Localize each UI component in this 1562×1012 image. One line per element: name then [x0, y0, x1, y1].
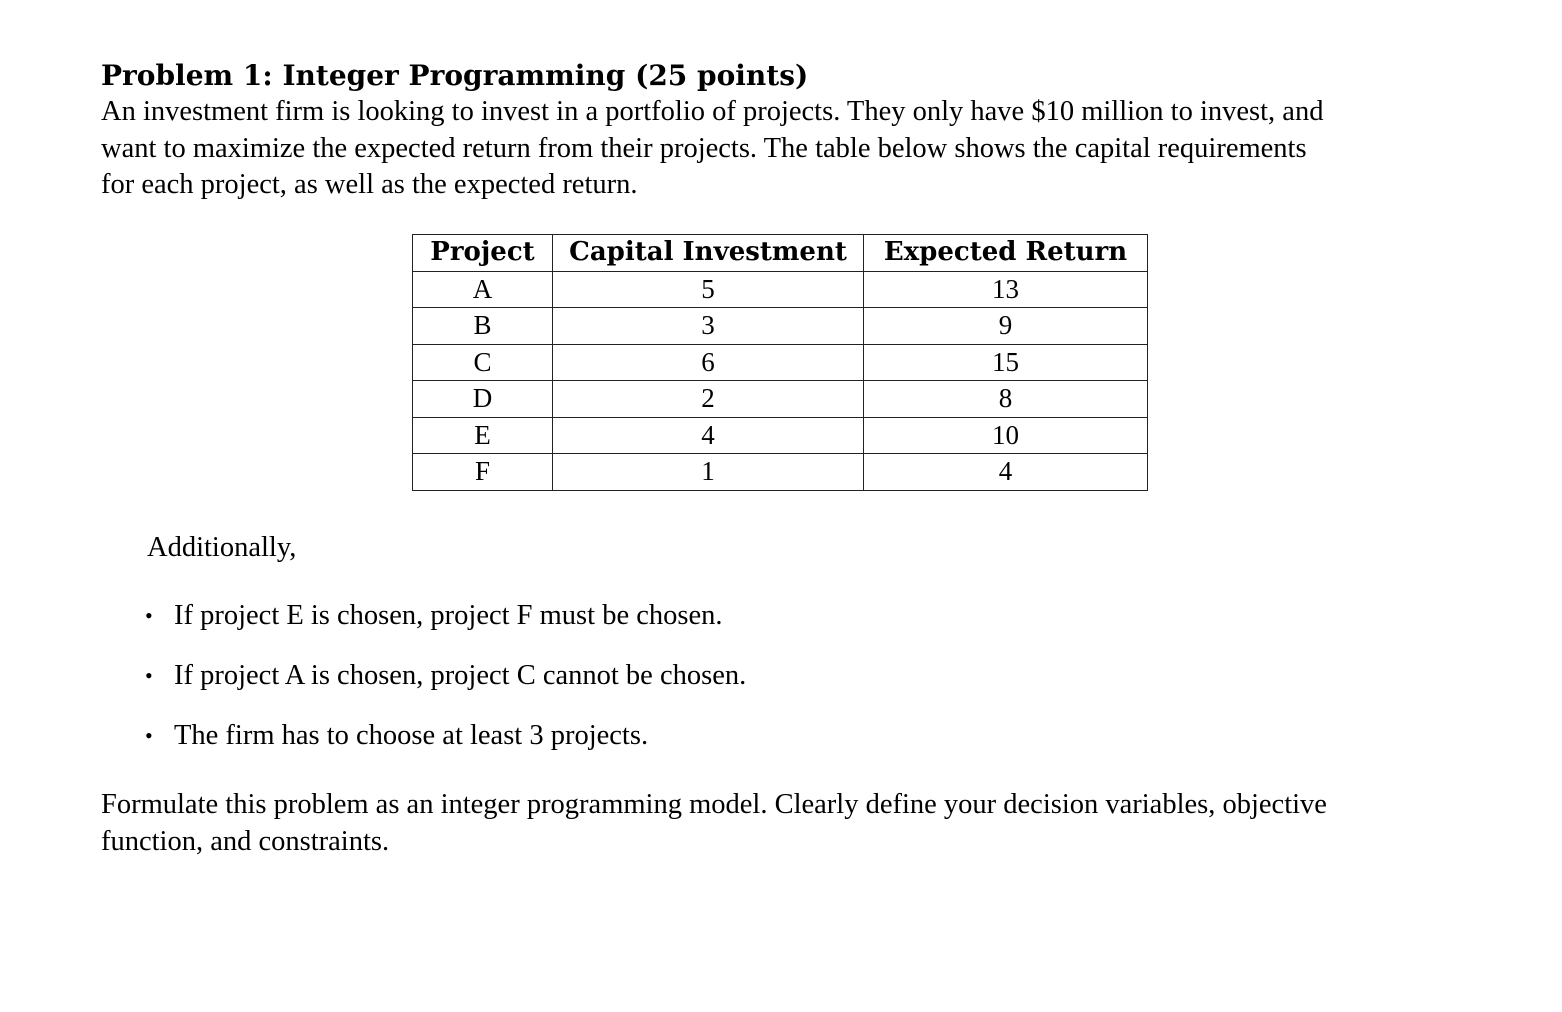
cell-return: 13	[864, 271, 1148, 308]
conditions-list	[145, 598, 746, 778]
additionally-label: Additionally,	[147, 532, 297, 563]
cell-capital: 4	[553, 417, 864, 454]
bullet-icon: •	[145, 723, 153, 748]
cell-return: 9	[864, 308, 1148, 345]
cell-capital: 2	[553, 381, 864, 418]
closing-instructions	[101, 786, 1461, 860]
problem-title: Problem 1: Integer Programming (25 points)	[101, 59, 809, 92]
problem-section	[101, 58, 1461, 204]
condition-text: The firm has to choose at least 3 projects.	[174, 720, 649, 751]
condition-text: If project E is chosen, project F must be chosen.	[174, 600, 723, 631]
table-row	[413, 454, 1148, 491]
bullet-icon: •	[145, 663, 153, 688]
projects-table-container	[412, 234, 1148, 491]
cell-capital: 3	[553, 308, 864, 345]
cell-project: A	[413, 271, 553, 308]
cell-return: 4	[864, 454, 1148, 491]
table-row	[413, 381, 1148, 418]
table-row	[413, 271, 1148, 308]
table-row	[413, 344, 1148, 381]
list-item	[145, 718, 746, 778]
closing-line: Formulate this problem as an integer programming model. Clearly define your decision variables, objective	[101, 789, 1327, 820]
intro-line: An investment firm is looking to invest in a portfolio of projects. They only have $10 million to invest, and	[101, 96, 1324, 127]
list-item	[145, 598, 746, 658]
cell-capital: 1	[553, 454, 864, 491]
header-project: Project	[413, 235, 553, 272]
cell-return: 10	[864, 417, 1148, 454]
cell-capital: 6	[553, 344, 864, 381]
table-header-row	[413, 235, 1148, 272]
list-item	[145, 658, 746, 718]
table-row	[413, 417, 1148, 454]
cell-project: C	[413, 344, 553, 381]
closing-line: function, and constraints.	[101, 826, 390, 857]
header-capital-investment: Capital Investment	[553, 235, 864, 272]
header-expected-return: Expected Return	[864, 235, 1148, 272]
cell-project: B	[413, 308, 553, 345]
problem-intro	[101, 94, 1461, 204]
intro-line: want to maximize the expected return from their projects. The table below shows the capital requirements	[101, 132, 1307, 164]
bullet-icon: •	[145, 603, 153, 628]
table-row	[413, 308, 1148, 345]
intro-line: for each project, as well as the expected return.	[101, 169, 638, 200]
cell-return: 8	[864, 381, 1148, 418]
cell-return: 15	[864, 344, 1148, 381]
cell-project: F	[413, 454, 553, 491]
cell-project: D	[413, 381, 553, 418]
cell-capital: 5	[553, 271, 864, 308]
projects-table	[412, 234, 1148, 491]
condition-text: If project A is chosen, project C cannot be chosen.	[174, 660, 747, 691]
cell-project: E	[413, 417, 553, 454]
